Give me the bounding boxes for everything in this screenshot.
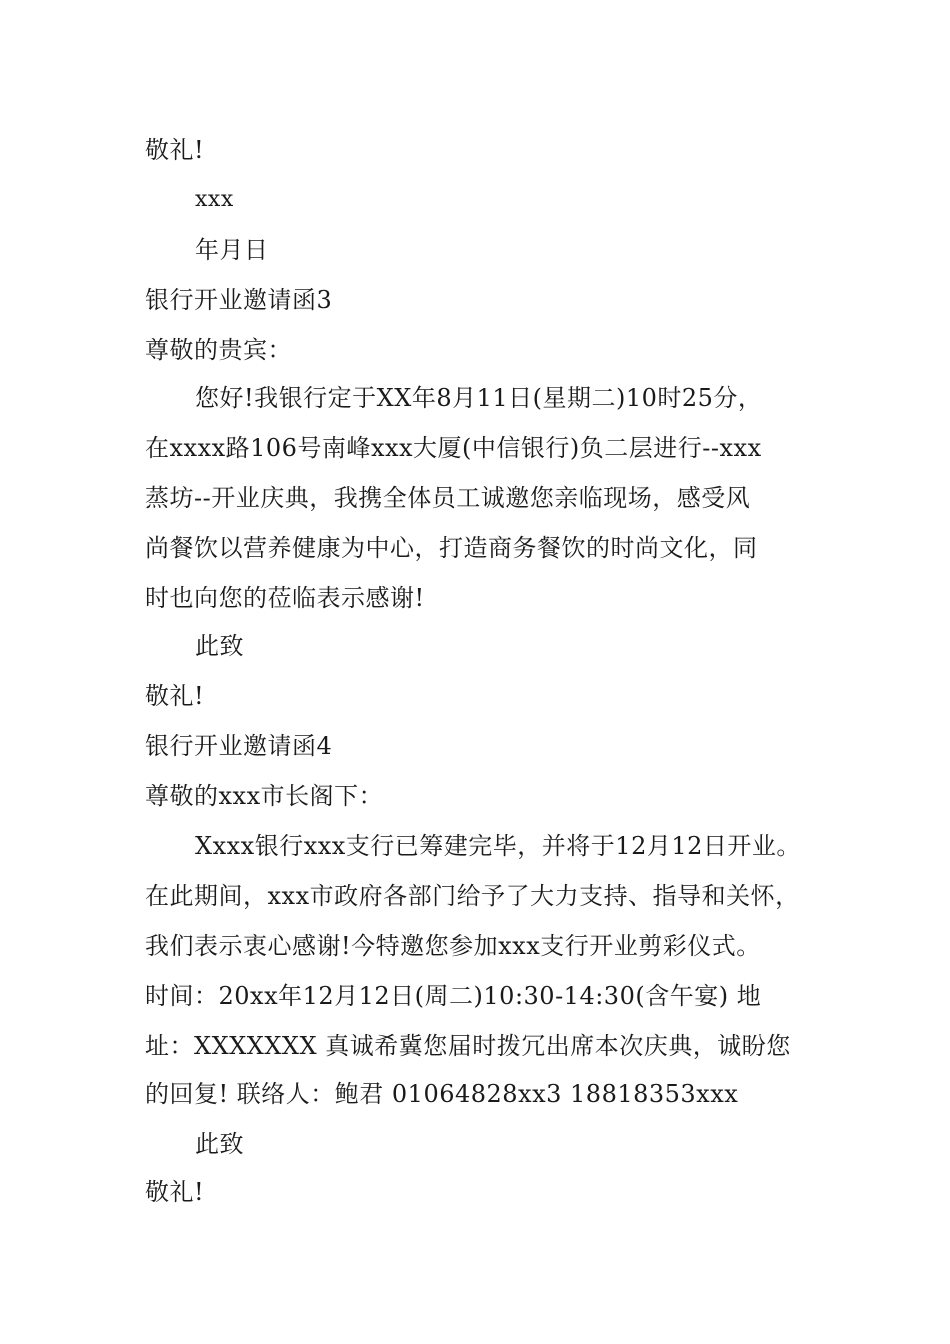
- letter-body-line: 在xxxx路106号南峰xxx大厦(中信银行)负二层进行--xxx: [145, 434, 762, 462]
- letter-closing: 此致: [195, 632, 244, 660]
- letter-body-line: Xxxx银行xxx支行已筹建完毕，并将于12月12日开业。: [195, 832, 801, 860]
- letter-greeting: 尊敬的xxx市长阁下：: [145, 782, 384, 810]
- signature-date: 年月日: [195, 236, 269, 264]
- letter-body-line: 我们表示衷心感谢!今特邀您参加xxx支行开业剪彩仪式。: [145, 932, 761, 960]
- letter-body-line: 址：XXXXXXX 真诚希冀您届时拨冗出席本次庆典，诚盼您: [145, 1032, 791, 1060]
- letter-body-line: 尚餐饮以营养健康为中心，打造商务餐饮的时尚文化，同: [145, 534, 758, 562]
- letter-title: 银行开业邀请函3: [145, 286, 333, 314]
- letter-title: 银行开业邀请函4: [145, 732, 333, 760]
- letter-body-line: 在此期间，xxx市政府各部门给予了大力支持、指导和关怀，: [145, 882, 800, 910]
- letter-body-line: 您好!我银行定于XX年8月11日(星期二)10时25分，: [195, 384, 763, 412]
- letter-closing: 此致: [195, 1130, 244, 1158]
- salutation: 敬礼!: [145, 136, 205, 164]
- signer-name: xxx: [195, 187, 234, 212]
- letter-body-line: 蒸坊--开业庆典，我携全体员工诚邀您亲临现场，感受风: [145, 484, 751, 512]
- salutation: 敬礼!: [145, 1178, 205, 1206]
- letter-body-line: 的回复! 联络人：鲍君 01064828xx3 18818353xxx: [145, 1080, 739, 1108]
- letter-body-line: 时也向您的莅临表示感谢!: [145, 584, 425, 612]
- salutation: 敬礼!: [145, 682, 205, 710]
- letter-body-line: 时间：20xx年12月12日(周二)10:30-14:30(含午宴) 地: [145, 982, 762, 1010]
- letter-greeting: 尊敬的贵宾：: [145, 336, 292, 364]
